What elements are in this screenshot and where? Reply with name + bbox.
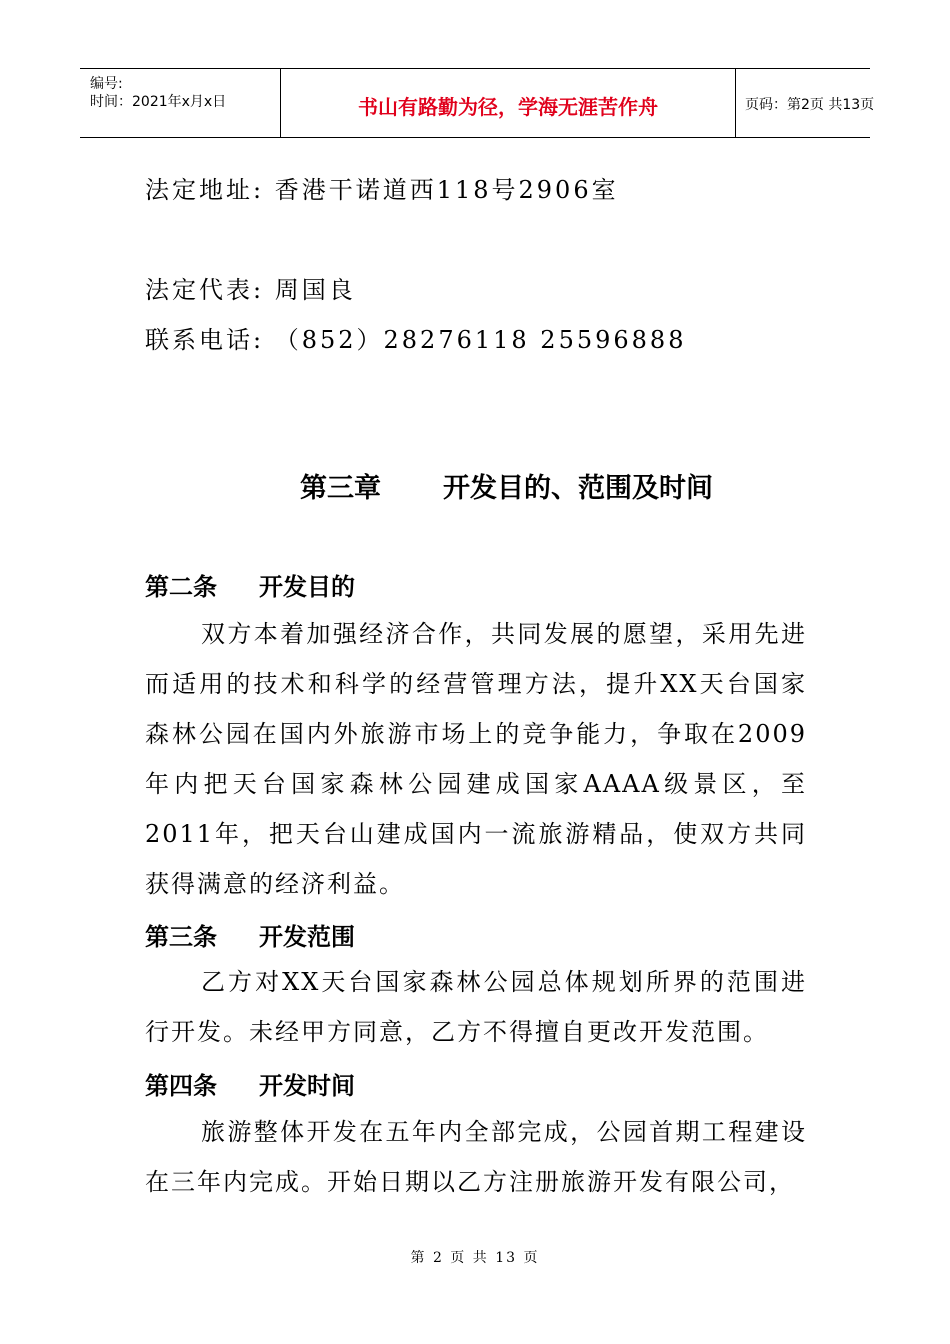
article-heading [145,917,355,952]
article-title: 开发范围 [259,923,355,951]
page-header [80,68,875,138]
chapter-number: 第三章 [300,473,381,504]
article-number: 第二条 [145,573,217,601]
article-paragraph: 双方本着加强经济合作，共同发展的愿望，采用先进而适用的技术和科学的经营管理方法，提升XX天台国家森林公园在国内外旅游市场上的竞争能力，争取在2009年内把天台国家森林公园建成国家AAAA级景区，至2011年，把天台山建成国内一流旅游精品，使双方共同获得满意的经济利益。 [145,620,807,898]
article-heading [145,1066,355,1101]
page-footer: 第 2 页 共 13 页 [410,1250,540,1266]
header-motto: 书山有路勤为径，学海无涯苦作舟 [358,95,658,119]
article-paragraph: 乙方对XX天台国家森林公园总体规划所界的范围进行开发。未经甲方同意，乙方不得擅自更改开发范围。 [145,968,807,1046]
article-number: 第三条 [145,923,217,951]
doc-number-label: 编号: [90,76,123,92]
article-paragraph: 旅游整体开发在五年内全部完成，公园首期工程建设在三年内完成。开始日期以乙方注册旅游开发有限公司， [145,1118,807,1196]
article-title: 开发时间 [259,1072,355,1100]
chapter-title: 开发目的、范围及时间 [443,473,713,504]
chapter-heading [300,466,713,505]
header-motto-cell [280,69,736,137]
header-page-info: 页码：第2页 共13页 [745,97,875,113]
header-page-cell [735,69,875,137]
legal-address: 法定地址: 香港干诺道西118号2906室 [145,176,619,204]
header-meta-cell [80,69,280,137]
doc-time-label: 时间：2021年x月x日 [90,94,227,110]
legal-representative: 法定代表: 周国良 [145,276,356,304]
article-title: 开发目的 [259,573,355,601]
article-heading [145,567,355,602]
contact-phone: 联系电话: （852）28276118 25596888 [145,326,687,354]
article-number: 第四条 [145,1072,217,1100]
